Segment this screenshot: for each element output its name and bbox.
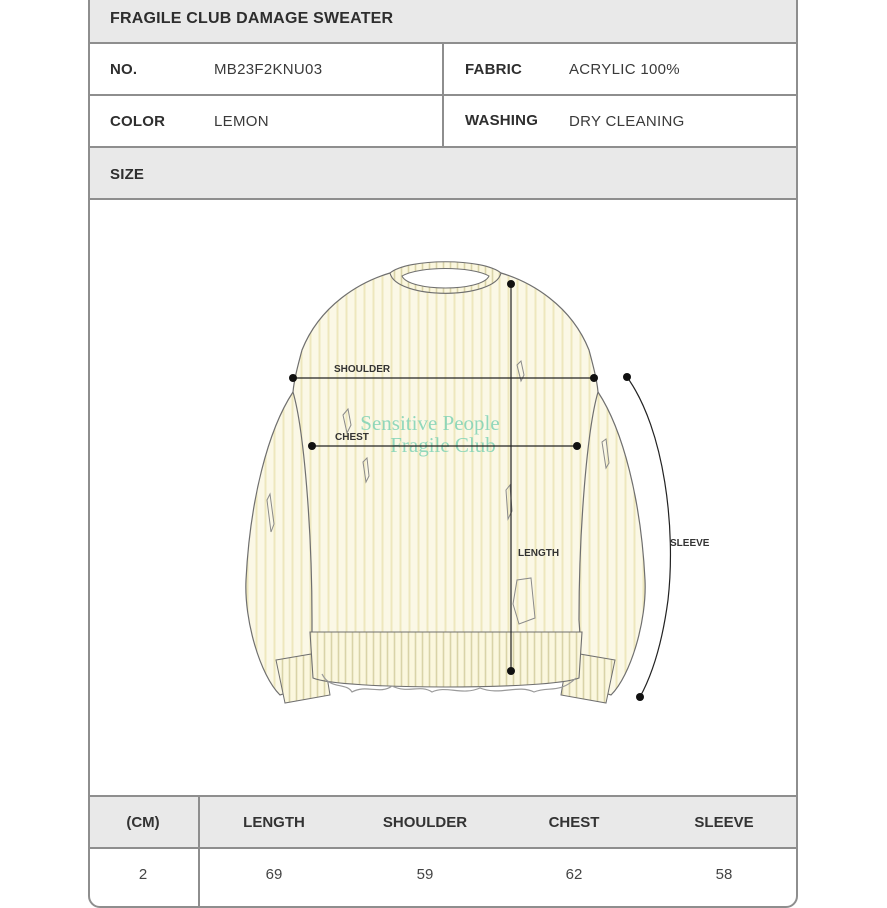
color-label: COLOR	[110, 113, 166, 130]
watermark-line-1: Sensitive People	[360, 411, 500, 435]
length-point-top	[507, 280, 515, 288]
watermark-line-2: Fragile Club	[390, 433, 496, 457]
fabric-label: FABRIC	[465, 61, 523, 78]
fabric-value: ACRYLIC 100%	[569, 61, 680, 78]
cell-chest: 62	[565, 866, 583, 883]
no-value: MB23F2KNU03	[214, 61, 323, 78]
shoulder-point-right	[590, 374, 598, 382]
size-label: SIZE	[110, 166, 145, 183]
table-row	[90, 849, 796, 908]
size-table-header	[90, 797, 796, 849]
column-divider	[442, 96, 444, 146]
chest-label: CHEST	[335, 432, 369, 443]
chest-point-left	[308, 442, 316, 450]
cell-sleeve: 58	[715, 866, 733, 883]
size-header	[90, 148, 796, 200]
size-chart-card	[88, 0, 798, 908]
sleeve-point-bottom	[636, 693, 644, 701]
shoulder-point-left	[289, 374, 297, 382]
hem-band	[310, 632, 582, 687]
header-shoulder: SHOULDER	[382, 814, 468, 831]
washing-value: DRY CLEANING	[569, 113, 685, 130]
washing-label: WASHING	[465, 112, 539, 129]
length-point-bottom	[507, 667, 515, 675]
product-title: FRAGILE CLUB DAMAGE SWEATER	[110, 10, 394, 27]
column-divider	[442, 44, 444, 94]
header-unit: (CM)	[126, 814, 160, 831]
cell-length: 69	[265, 866, 283, 883]
diagram-area	[90, 200, 796, 797]
shoulder-label: SHOULDER	[334, 364, 391, 375]
cell-shoulder: 59	[416, 866, 434, 883]
sleeve-point-top	[623, 373, 631, 381]
chest-point-right	[573, 442, 581, 450]
header-chest: CHEST	[548, 814, 600, 831]
info-row-no-fabric	[90, 44, 796, 96]
sweater-diagram	[90, 200, 796, 795]
length-label: LENGTH	[518, 548, 560, 559]
info-row-color-washing	[90, 96, 796, 148]
sleeve-label: SLEEVE	[670, 538, 710, 549]
title-bar	[90, 0, 796, 44]
header-length: LENGTH	[243, 814, 305, 831]
no-label: NO.	[110, 61, 138, 78]
cell-size: 2	[138, 866, 148, 883]
color-value: LEMON	[214, 113, 269, 130]
header-sleeve: SLEEVE	[694, 814, 754, 831]
